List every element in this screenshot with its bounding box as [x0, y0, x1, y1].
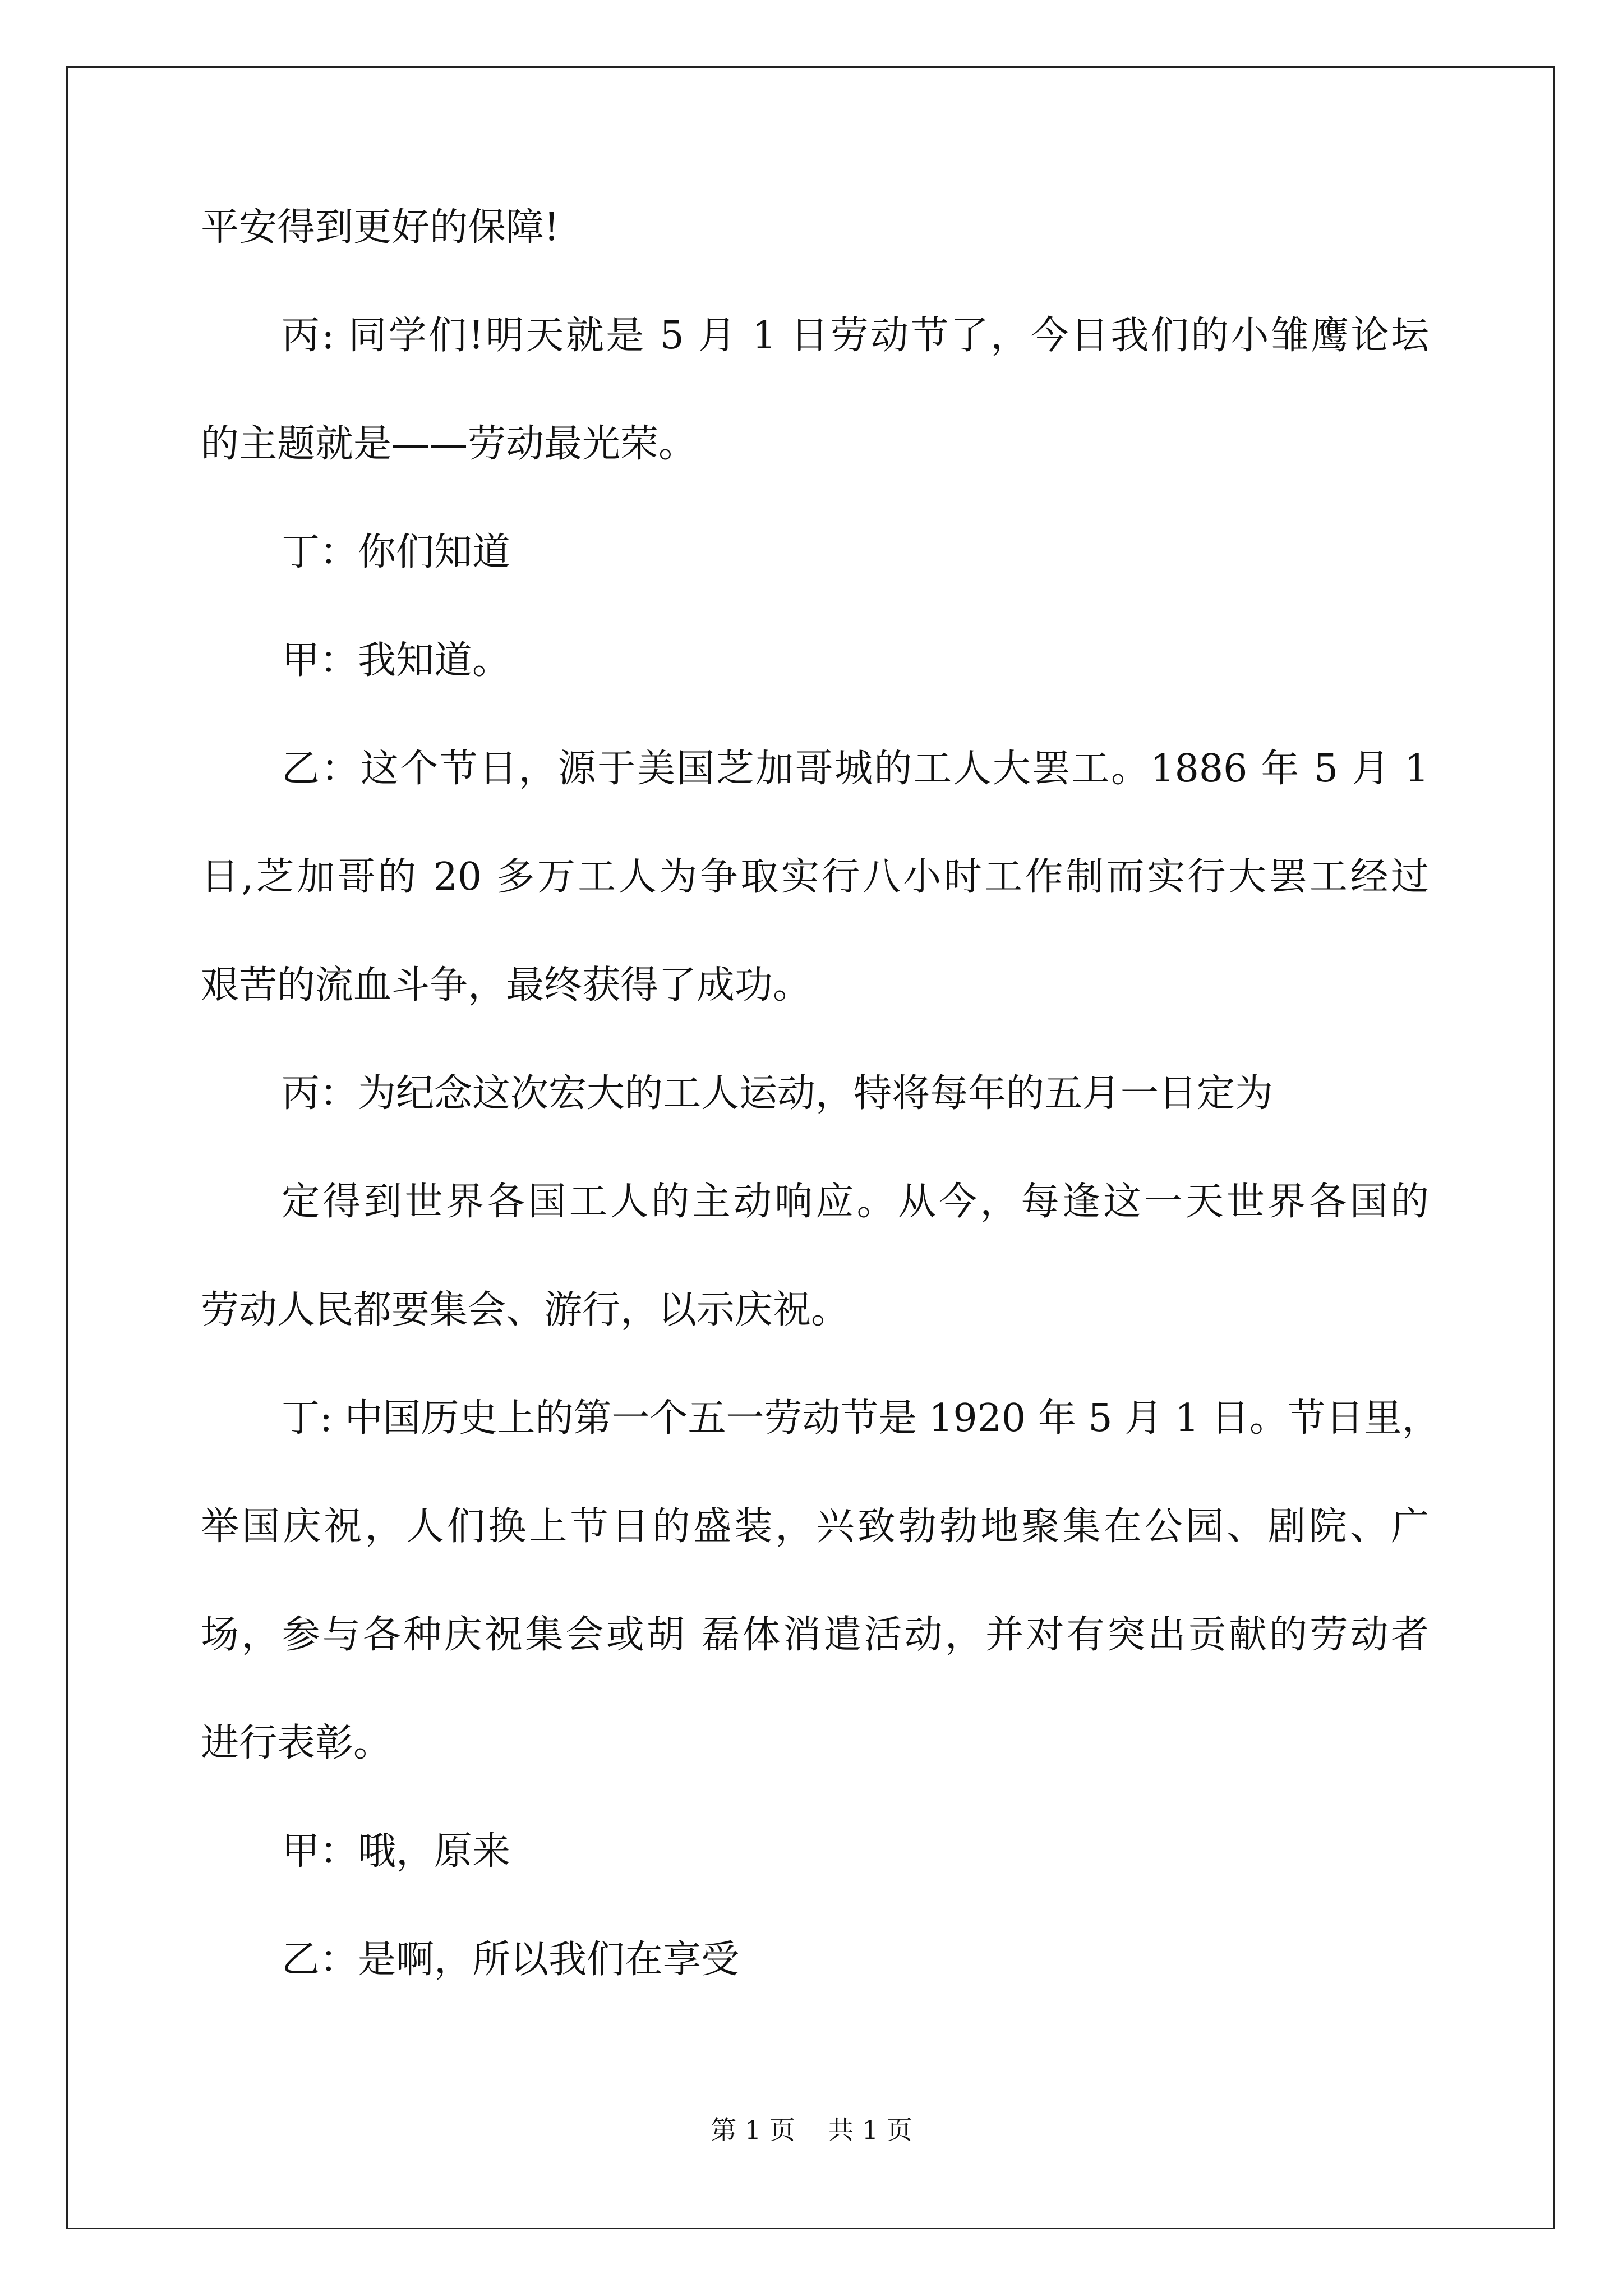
text-line: 定得到世界各国工人的主动响应。从今，每逢这一天世界各国的	[282, 1180, 1429, 1224]
text-line: 乙：是啊，所以我们在享受	[282, 1938, 740, 1982]
text-line: 平安得到更好的保障!	[201, 205, 560, 250]
text-line: 丙：为纪念这次宏大的工人运动，特将每年的五月一日定为	[282, 1071, 1274, 1116]
text-line: 乙：这个节日，源于美国芝加哥城的工人大罢工。1886 年 5 月 1	[282, 747, 1429, 791]
text-line: 甲：我知道。	[282, 638, 511, 683]
text-line: 丁: 中国历史上的第一个五一劳动节是 1920 年 5 月 1 日。节日里，	[282, 1396, 1440, 1441]
text-line: 日,芝加哥的 20 多万工人为争取实行八小时工作制而实行大罢工经过	[201, 855, 1429, 899]
text-line: 场，参与各种庆祝集会或胡 磊体消遣活动，并对有突出贡献的劳动者	[201, 1613, 1429, 1657]
page-number-footer: 第 1 页 共 1 页	[711, 2115, 912, 2145]
text-line: 进行表彰。	[201, 1721, 392, 1765]
page-border	[66, 66, 1555, 2229]
text-line: 丙: 同学们!明天就是 5 月 1 日劳动节了，今日我们的小雏鹰论坛	[282, 314, 1429, 358]
text-line: 举国庆祝，人们换上节日的盛装，兴致勃勃地聚集在公园、剧院、广	[201, 1504, 1429, 1549]
text-line: 艰苦的流血斗争，最终获得了成功。	[201, 963, 811, 1007]
text-line: 甲：哦，原来	[282, 1829, 511, 1874]
text-line: 劳动人民都要集会、游行，以示庆祝。	[201, 1288, 850, 1332]
text-line: 丁：你们知道	[282, 530, 511, 574]
text-line: 的主题就是——劳动最光荣。	[201, 422, 697, 466]
